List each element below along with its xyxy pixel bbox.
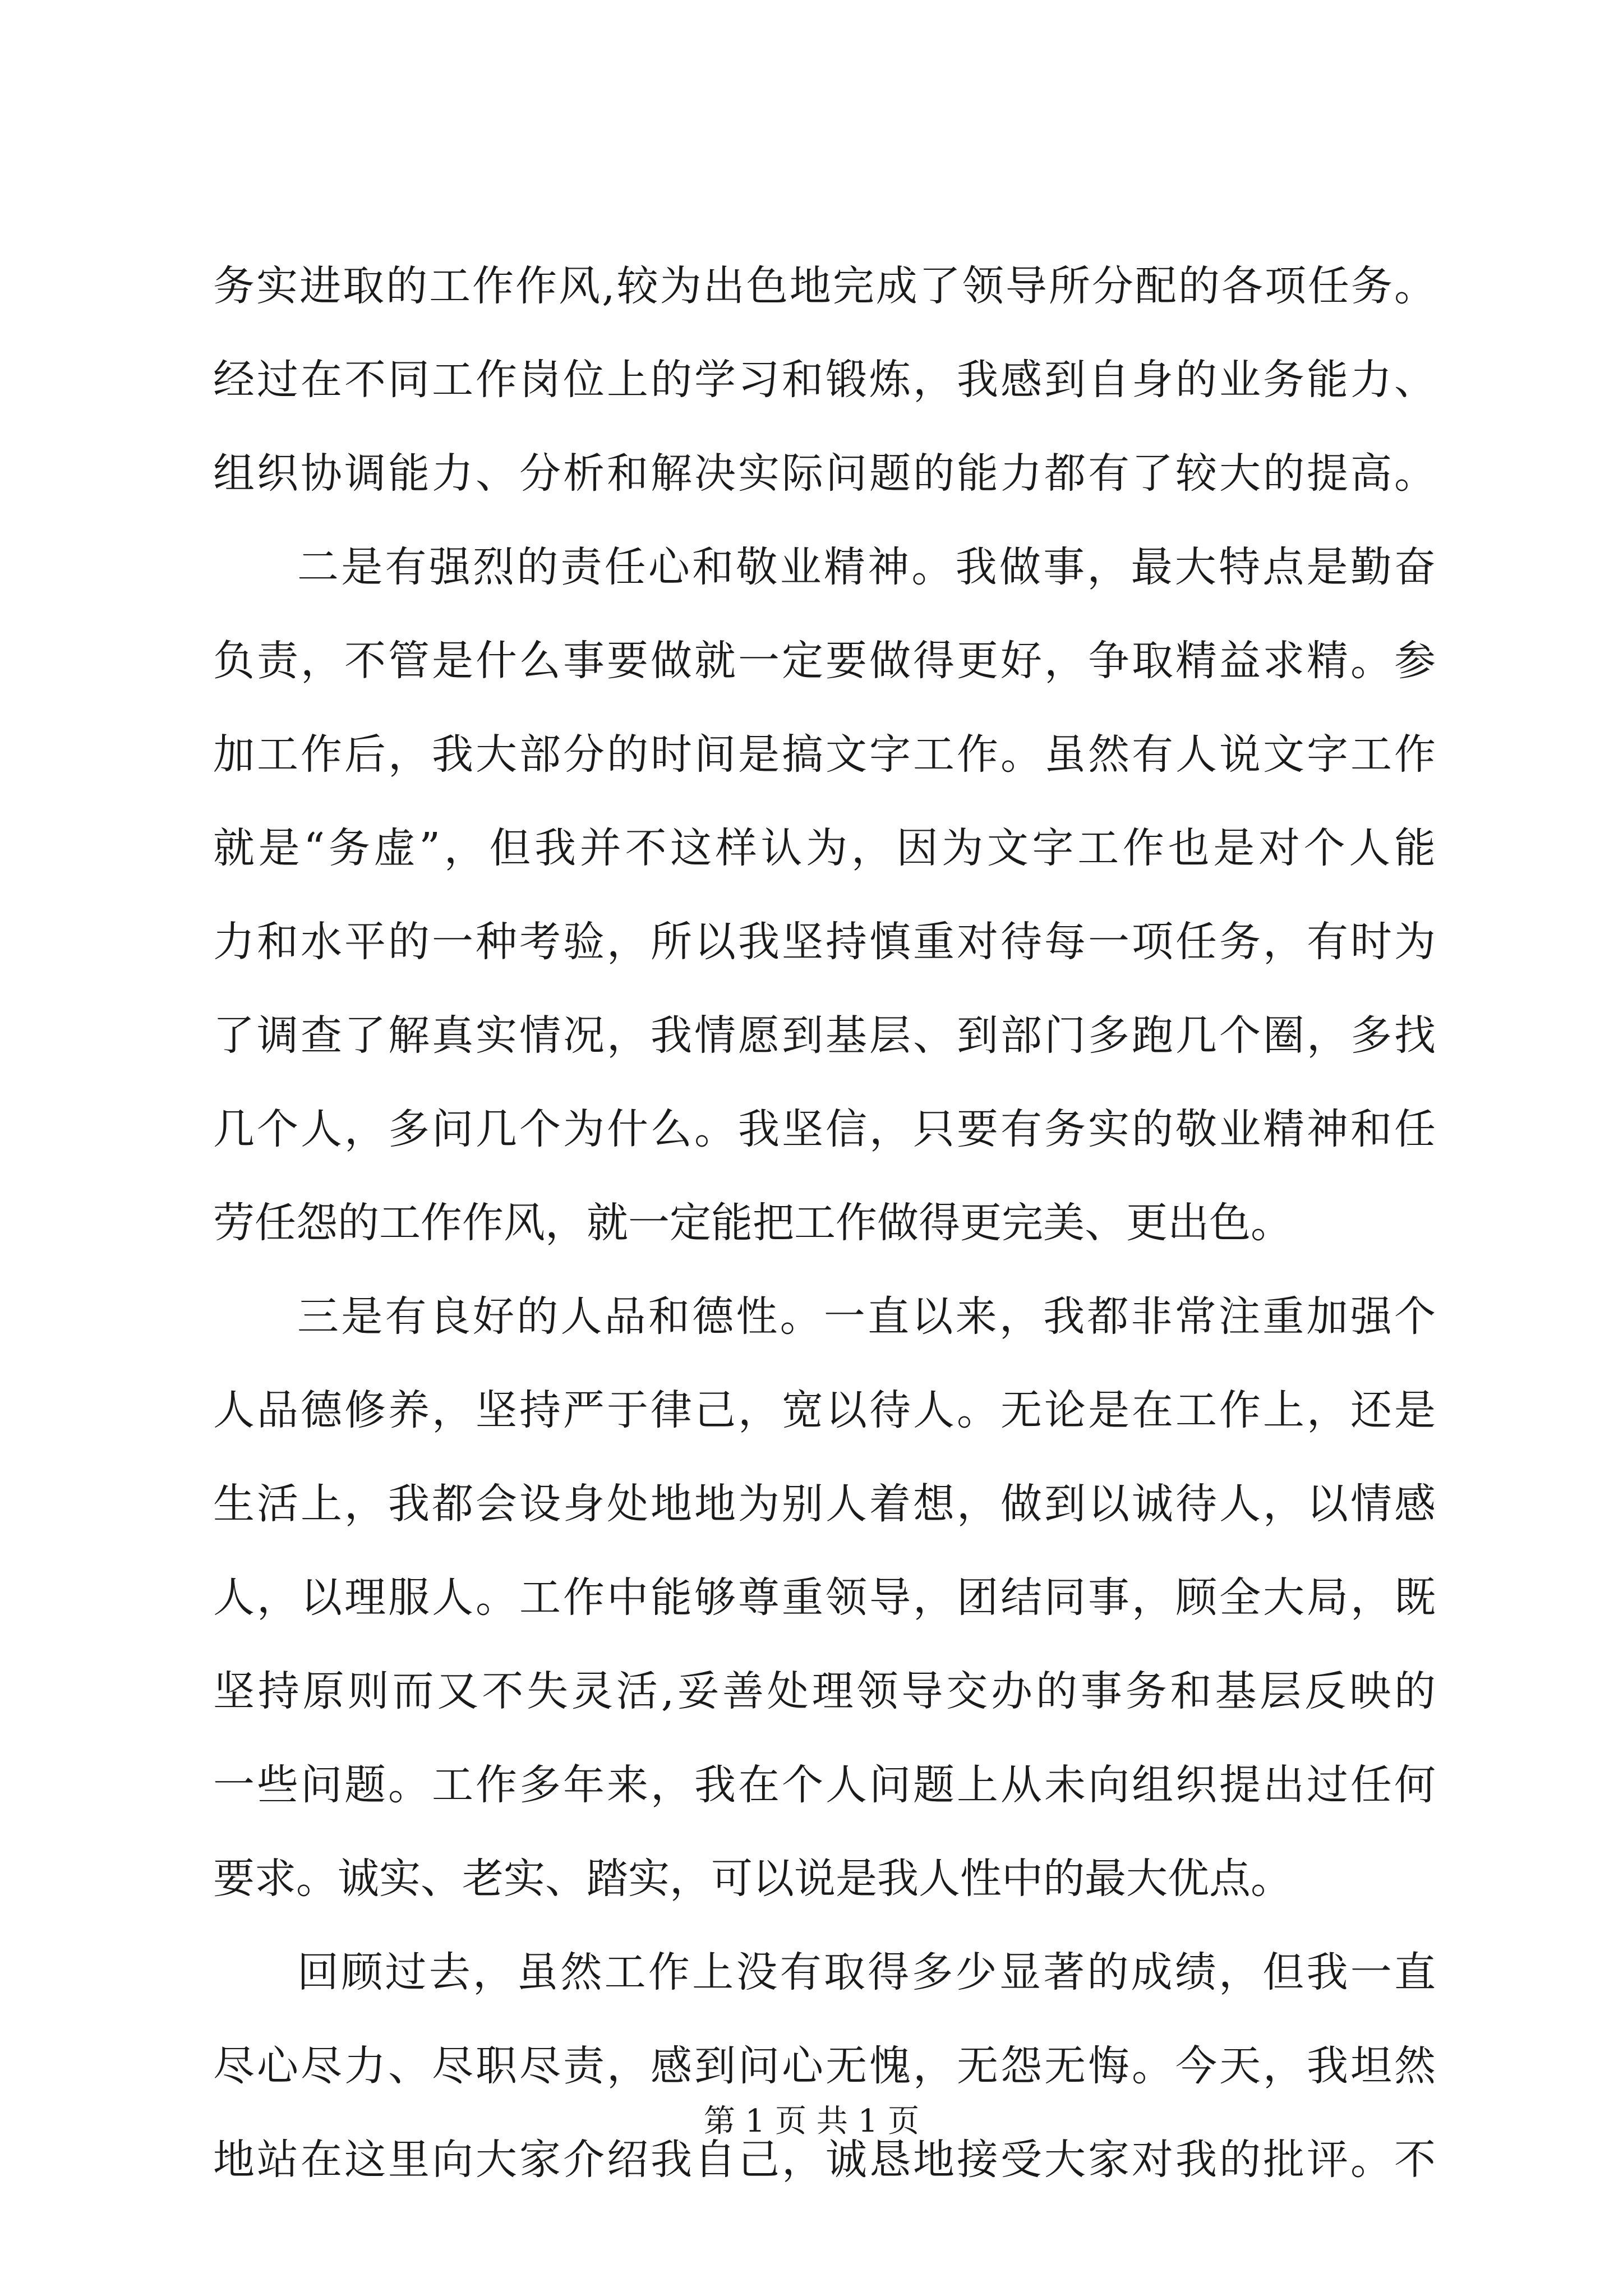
page-footer: 第 1 页 共 1 页 xyxy=(703,2103,920,2139)
text-line: 负责，不管是什么事要做就一定要做得更好，争取精益求精。参 xyxy=(213,637,1436,685)
text-line: 经过在不同工作岗位上的学习和锻炼，我感到自身的业务能力、 xyxy=(213,356,1436,404)
text-line: 一些问题。工作多年来，我在个人问题上从未向组织提出过任何 xyxy=(213,1761,1436,1809)
text-line: 人，以理服人。工作中能够尊重领导，团结同事，顾全大局，既 xyxy=(213,1573,1436,1622)
paragraph-start-line: 三是有良好的人品和德性。一直以来，我都非常注重加强个 xyxy=(297,1292,1436,1341)
paragraph-end-line: 要求。诚实、老实、踏实，可以说是我人性中的最大优点。 xyxy=(213,1855,1292,1903)
paragraph-end-line: 劳任怨的工作作风，就一定能把工作做得更完美、更出色。 xyxy=(213,1199,1292,1247)
text-line: 几个人，多问几个为什么。我坚信，只要有务实的敬业精神和任 xyxy=(213,1105,1436,1153)
text-line: 就是“务虚”，但我并不这样认为，因为文字工作也是对个人能 xyxy=(213,824,1436,872)
paragraph-start-line: 二是有强烈的责任心和敬业精神。我做事，最大特点是勤奋 xyxy=(297,543,1436,591)
text-line: 人品德修养，坚持严于律己，宽以待人。无论是在工作上，还是 xyxy=(213,1386,1436,1434)
text-line: 力和水平的一种考验，所以我坚持慎重对待每一项任务，有时为 xyxy=(213,918,1436,966)
text-line: 务实进取的工作作风,较为出色地完成了领导所分配的各项任务。 xyxy=(213,262,1436,310)
paragraph-start-line: 回顾过去，虽然工作上没有取得多少显著的成绩，但我一直 xyxy=(297,1948,1436,1996)
text-line: 组织协调能力、分析和解决实际问题的能力都有了较大的提高。 xyxy=(213,449,1436,498)
text-line: 生活上，我都会设身处地地为别人着想，做到以诚待人，以情感 xyxy=(213,1480,1436,1528)
text-line: 坚持原则而又不失灵活,妥善处理领导交办的事务和基层反映的 xyxy=(213,1667,1436,1715)
text-line: 加工作后，我大部分的时间是搞文字工作。虽然有人说文字工作 xyxy=(213,730,1436,779)
text-line: 地站在这里向大家介绍我自己，诚恳地接受大家对我的批评。不 xyxy=(213,2136,1436,2184)
text-line: 尽心尽力、尽职尽责，感到问心无愧，无怨无悔。今天，我坦然 xyxy=(213,2042,1436,2090)
text-line: 了调查了解真实情况，我情愿到基层、到部门多跑几个圈，多找 xyxy=(213,1011,1436,1060)
